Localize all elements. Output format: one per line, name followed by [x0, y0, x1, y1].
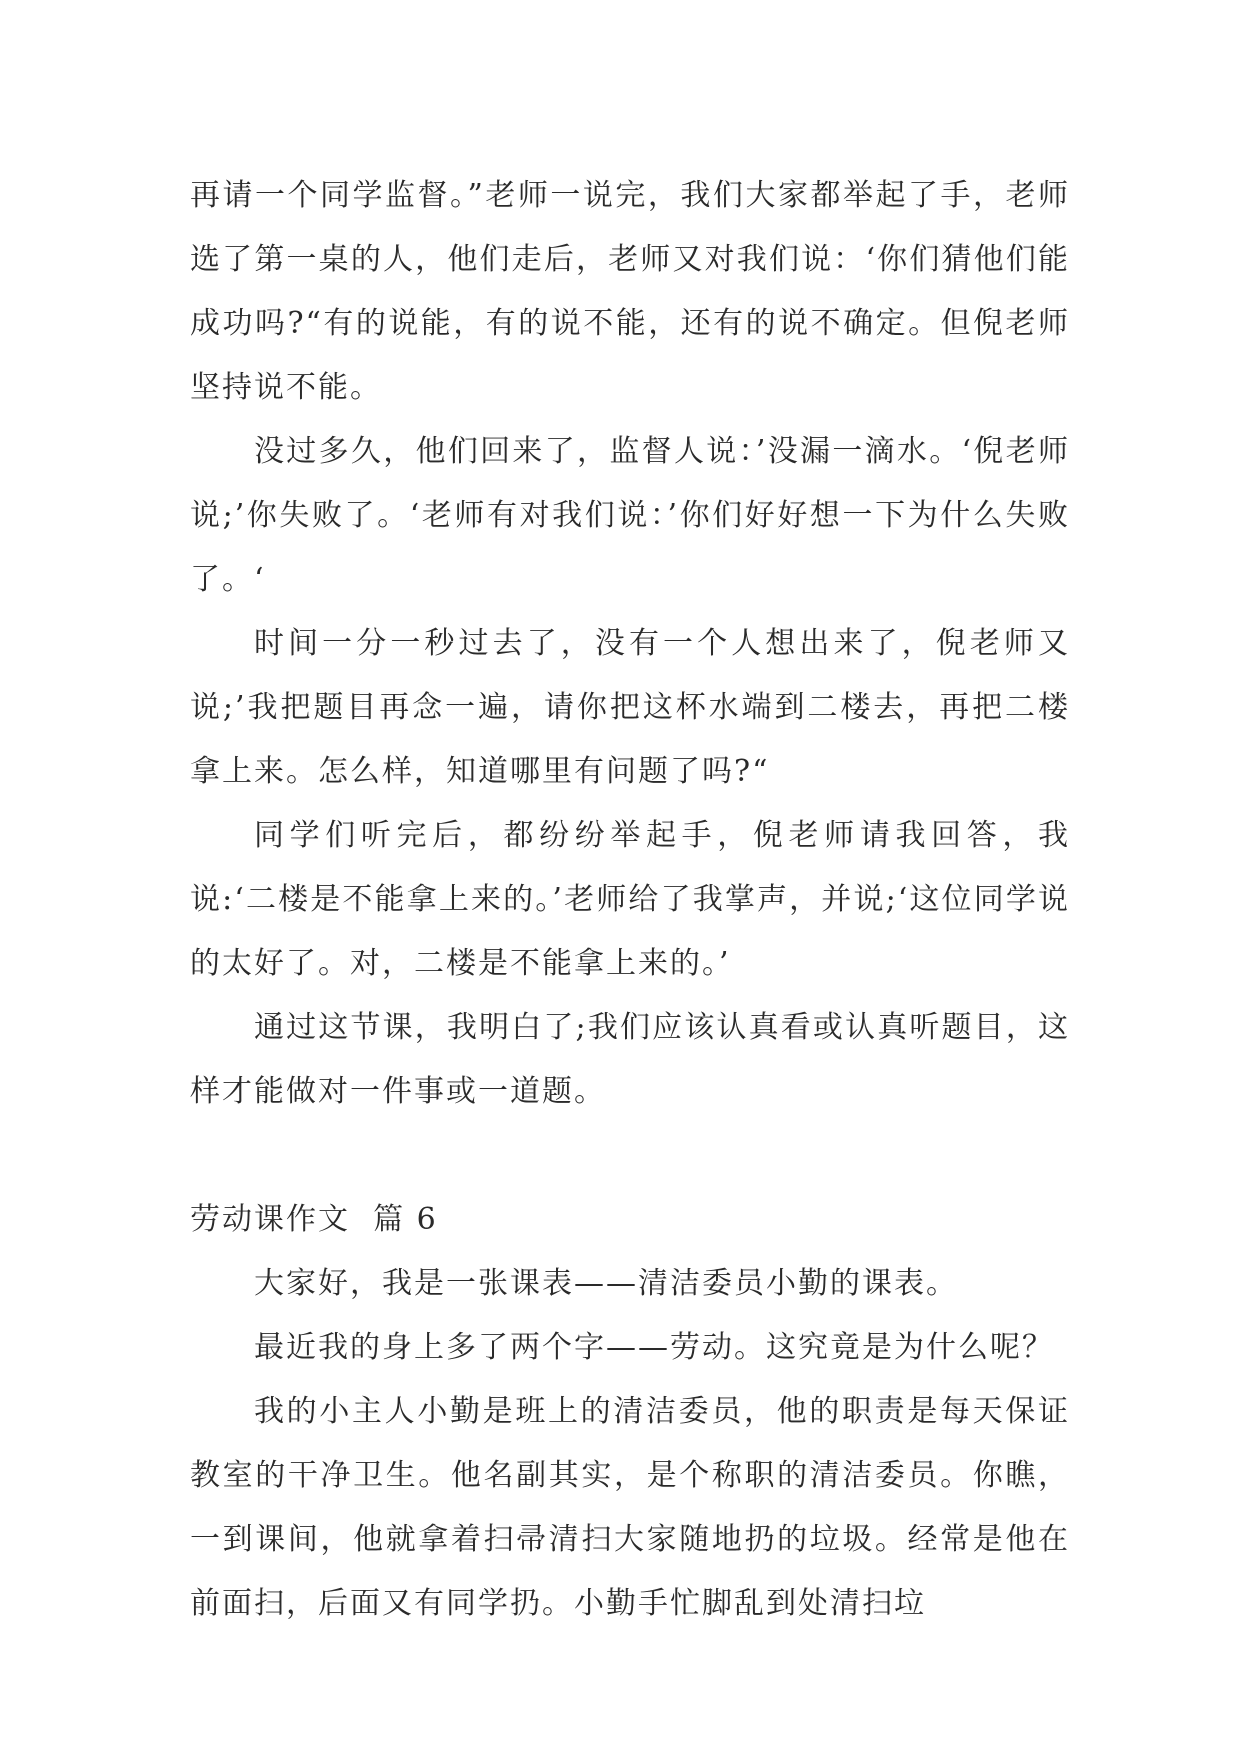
paragraph-continued-1: 再请一个同学监督。”老师一说完，我们大家都举起了手，老师选了第一桌的人，他们走后，老师又对我们说：‘你们猜他们能成功吗?“有的说能，有的说不能，还有的说不确定。但倪老师坚持说不能。	[190, 178, 1070, 405]
paragraph-continued-2: 没过多久，他们回来了，监督人说：’没漏一滴水。‘倪老师说;’你失败了。‘老师有对我们说：’你们好好想一下为什么失败了。‘	[190, 434, 1070, 597]
section-paragraph-3: 我的小主人小勤是班上的清洁委员，他的职责是每天保证教室的干净卫生。他名副其实，是个称职的清洁委员。你瞧，一到课间，他就拿着扫帚清扫大家随地扔的垃圾。经常是他在前面扫，后面又有同学扔。小勤手忙脚乱到处清扫垃	[190, 1394, 1070, 1621]
section-paragraph-2: 最近我的身上多了两个字——劳动。这究竟是为什么呢？	[254, 1330, 1054, 1365]
paragraph-continued-5: 通过这节课，我明白了;我们应该认真看或认真听题目，这样才能做对一件事或一道题。	[190, 1010, 1070, 1109]
section-title: 劳动课作文 篇 6	[190, 1202, 438, 1237]
section-paragraph-1: 大家好，我是一张课表——清洁委员小勤的课表。	[254, 1266, 958, 1301]
paragraph-continued-4: 同学们听完后，都纷纷举起手，倪老师请我回答，我说:‘二楼是不能拿上来的。’老师给了我掌声，并说;‘这位同学说的太好了。对，二楼是不能拿上来的。’	[190, 818, 1070, 981]
document-body	[190, 164, 1070, 1636]
paragraph-continued-3: 时间一分一秒过去了，没有一个人想出来了，倪老师又说;’我把题目再念一遍，请你把这杯水端到二楼去，再把二楼拿上来。怎么样，知道哪里有问题了吗?“	[190, 626, 1070, 789]
